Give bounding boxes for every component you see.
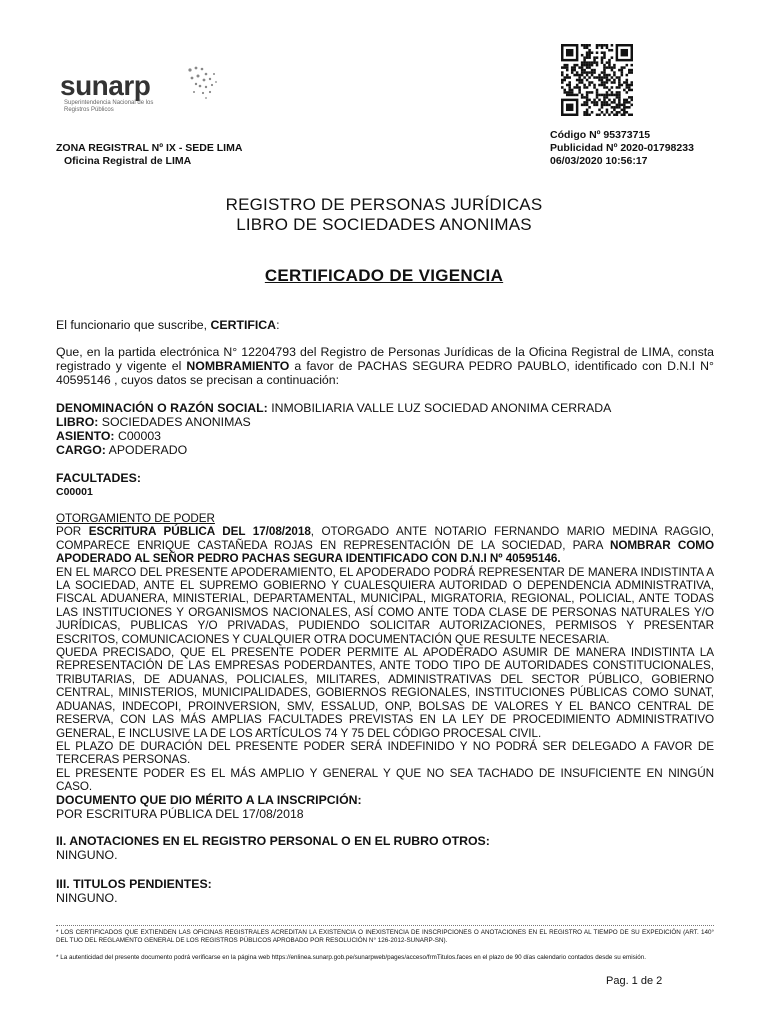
issue-datetime: 06/03/2020 10:56:17 [550,155,648,167]
facultades-title: FACULTADES: [56,471,141,485]
logo-wordmark: sunarp [60,70,151,101]
sunarp-logo [60,62,220,113]
field-row [56,443,714,457]
field-value: APODERADO [105,443,188,457]
facultades-code: C00001 [56,486,93,498]
otorgamiento-paragraph-5: EL PRESENTE PODER ES EL MÁS AMPLIO Y GENERAL Y QUE NO SEA TACHADO DE INSUFICIENTE EN NINGÚN CASO. [56,766,714,794]
qr-code-icon [561,44,633,116]
field-row [56,429,714,443]
field-label: LIBRO: [56,415,99,429]
otorgamiento-paragraph-3: QUEDA PRECISADO, QUE EL PRESENTE PODER PERMITE AL APODERADO ASUMIR DE MANERA INDISTINTA LA REPRESENTACIÓN DE LAS EMPRESAS PODERDANTES, ANTE TODO TIPO DE AUTORIDADES CONSTITUCIONALES, TRIBUTARIAS, DE ADUANAS, POLICIALES, MILITARES, ADMINISTRATIVAS DEL SECTOR PÚBLICO, GOBIERNO CENTRAL, MINISTERIOS, MUNICIPALIDADES, GOBIERNOS REGIONALES, INSTITUCIONES PÚBLICAS COMO SUNAT, ADUANAS, INDECOPI, PROINVERSION, SMV, ESSALUD, ONP, BOLSAS DE VALORES Y EL BANCO CENTRAL DE RESERVA, CON LAS MÁS AMPLIAS FACULTADES PREVISTAS EN LA LEY DE PROCEDIMIENTO ADMINISTRATIVO GENERAL, E INCLUSIVE LA DE LOS ARTÍCULOS 74 Y 75 DEL CÓDIGO PROCESAL CIVIL. [56,646,714,740]
qr-code [561,44,633,116]
publicity-number: Publicidad Nº 2020-01798233 [550,142,694,154]
titulos-section [56,877,714,905]
p1-text-c: , OTORGADO ANTE NOTARIO FERNANDO MARIO MEDINA RAGGIO, COMPARECE ENRIQUE CASTAÑEDA ROJAS EN REPRESENTACIÓN DE LA SOCIEDAD, PARA [56,525,715,552]
zone-block [56,142,242,168]
anotaciones-section [56,834,714,862]
intro-line [56,318,714,332]
intro-prefix: El funcionario que suscribe, [56,318,211,332]
p1-text-a: POR [56,525,89,539]
otorgamiento-block [56,512,714,794]
partida-text-c: a favor de PACHAS SEGURA PEDRO PAUBLO, identificado con D.N.I N° 40595146 , cuyos datos se precisan a continuación: [56,359,714,387]
merito-section [56,793,714,821]
merito-title: DOCUMENTO QUE DIO MÉRITO A LA INSCRIPCIÓN: [56,793,362,807]
document-codes [550,129,694,168]
book-name: LIBRO DE SOCIEDADES ANONIMAS [236,215,532,234]
field-label: DENOMINACIÓN O RAZÓN SOCIAL: [56,401,268,415]
intro-certifica: CERTIFICA [210,318,277,332]
otorgamiento-heading: OTORGAMIENTO DE PODER [56,512,215,525]
titulos-title: III. TITULOS PENDIENTES: [56,877,212,891]
logo-dots-icon [184,64,220,104]
page-number: Pag. 1 de 2 [606,975,663,987]
field-value: SOCIEDADES ANONIMAS [98,415,251,429]
footer-separator [56,925,714,926]
partida-paragraph [56,345,714,387]
certificate-title: CERTIFICADO DE VIGENCIA [264,266,504,285]
code-number: Código Nº 95373715 [550,129,651,141]
footer-note-1: * LOS CERTIFICADOS QUE EXTIENDEN LAS OFICINAS REGISTRALES ACREDITAN LA EXISTENCIA O INEXISTENCIA DE INSCRIPCIONES O ANOTACIONES EN EL REGISTRO AL TIEMPO DE SU EXPEDICIÓN (ART. 140° DEL TUO DEL REGLAMENTO GENERAL DE LOS REGISTROS PÚBLICOS APROBADO POR RESOLUCIÓN N° 126-2012-SUNARP-SN). [56,929,714,944]
anotaciones-title: II. ANOTACIONES EN EL REGISTRO PERSONAL O EN EL RUBRO OTROS: [56,834,490,848]
facultades-block [56,471,714,499]
otorgamiento-paragraph-4: EL PLAZO DE DURACIÓN DEL PRESENTE PODER SERÁ INDEFINIDO Y NO PODRÁ SER DELEGADO A FAVOR DE TERCERAS PERSONAS. [56,739,714,767]
registry-name: REGISTRO DE PERSONAS JURÍDICAS [225,195,543,214]
office-label: Oficina Registral de LIMA [64,155,192,167]
partida-nombramiento: NOMBRAMIENTO [186,359,290,373]
field-row [56,415,714,429]
p1-nombrar: NOMBRAR COMO APODERADO AL SEÑOR PEDRO PACHAS SEGURA IDENTIFICADO CON D.N.I Nº 40595146. [56,538,714,566]
intro-suffix: : [276,318,280,332]
footer-note-2: * La autenticidad del presente documento podrá verificarse en la página web https://enlinea.sunarp.gob.pe/sunarpweb/pages/acceso/frmTitulos.faces en el plazo de 90 días calendario contados desde su emisión. [56,954,646,961]
registry-title [0,195,768,235]
merito-value: POR ESCRITURA PÚBLICA DEL 17/08/2018 [56,807,304,821]
anotaciones-value: NINGUNO. [56,848,118,862]
field-label: CARGO: [56,443,106,457]
fields-block [56,401,714,457]
otorgamiento-paragraph-2: EN EL MARCO DEL PRESENTE APODERAMIENTO, EL APODERADO PODRÁ REPRESENTAR DE MANERA INDISTINTA A LA SOCIEDAD, ANTE EL SUPREMO GOBIERNO Y CUALESQUIERA AUTORIDAD O DEPENDENCIA ADMINISTRATIVA, FISCAL ADUANERA, MINISTERIAL, DEPARTAMENTAL, MUNICIPAL, MIGRATORIA, REGIONAL, POLICIAL, ANTE TODAS LAS INSTITUCIONES Y ORGANISMOS NACIONALES, ASÍ COMO ANTE TODA CLASE DE PERSONAS NATURALES Y/O JURÍDICAS, PUBLICAS Y/O PRIVADAS, PUDIENDO SOLICITAR AUTORIZACIONES, PERMISOS Y PRESENTAR ESCRITOS, COMUNICACIONES Y CUALQUIER OTRA DOCUMENTACIÓN QUE RESULTE NECESARIA. [56,565,714,646]
field-value: C00003 [114,429,162,443]
titulos-value: NINGUNO. [56,891,118,905]
otorgamiento-paragraph-1 [56,525,714,565]
partida-text-a: Que, en la partida electrónica N° 12204793 del Registro de Personas Jurídicas de la Oficina Registral de LIMA, consta registrado y vigente el [56,345,714,373]
field-value: INMOBILIARIA VALLE LUZ SOCIEDAD ANONIMA CERRADA [267,401,612,415]
zone-label: ZONA REGISTRAL Nº IX - SEDE LIMA [56,142,243,154]
logo-subtitle: Superintendencia Nacional de los Registros Públicos [64,100,154,113]
field-row [56,401,714,415]
field-label: ASIENTO: [56,429,115,443]
p1-escritura: ESCRITURA PÚBLICA DEL 17/08/2018 [88,525,311,539]
